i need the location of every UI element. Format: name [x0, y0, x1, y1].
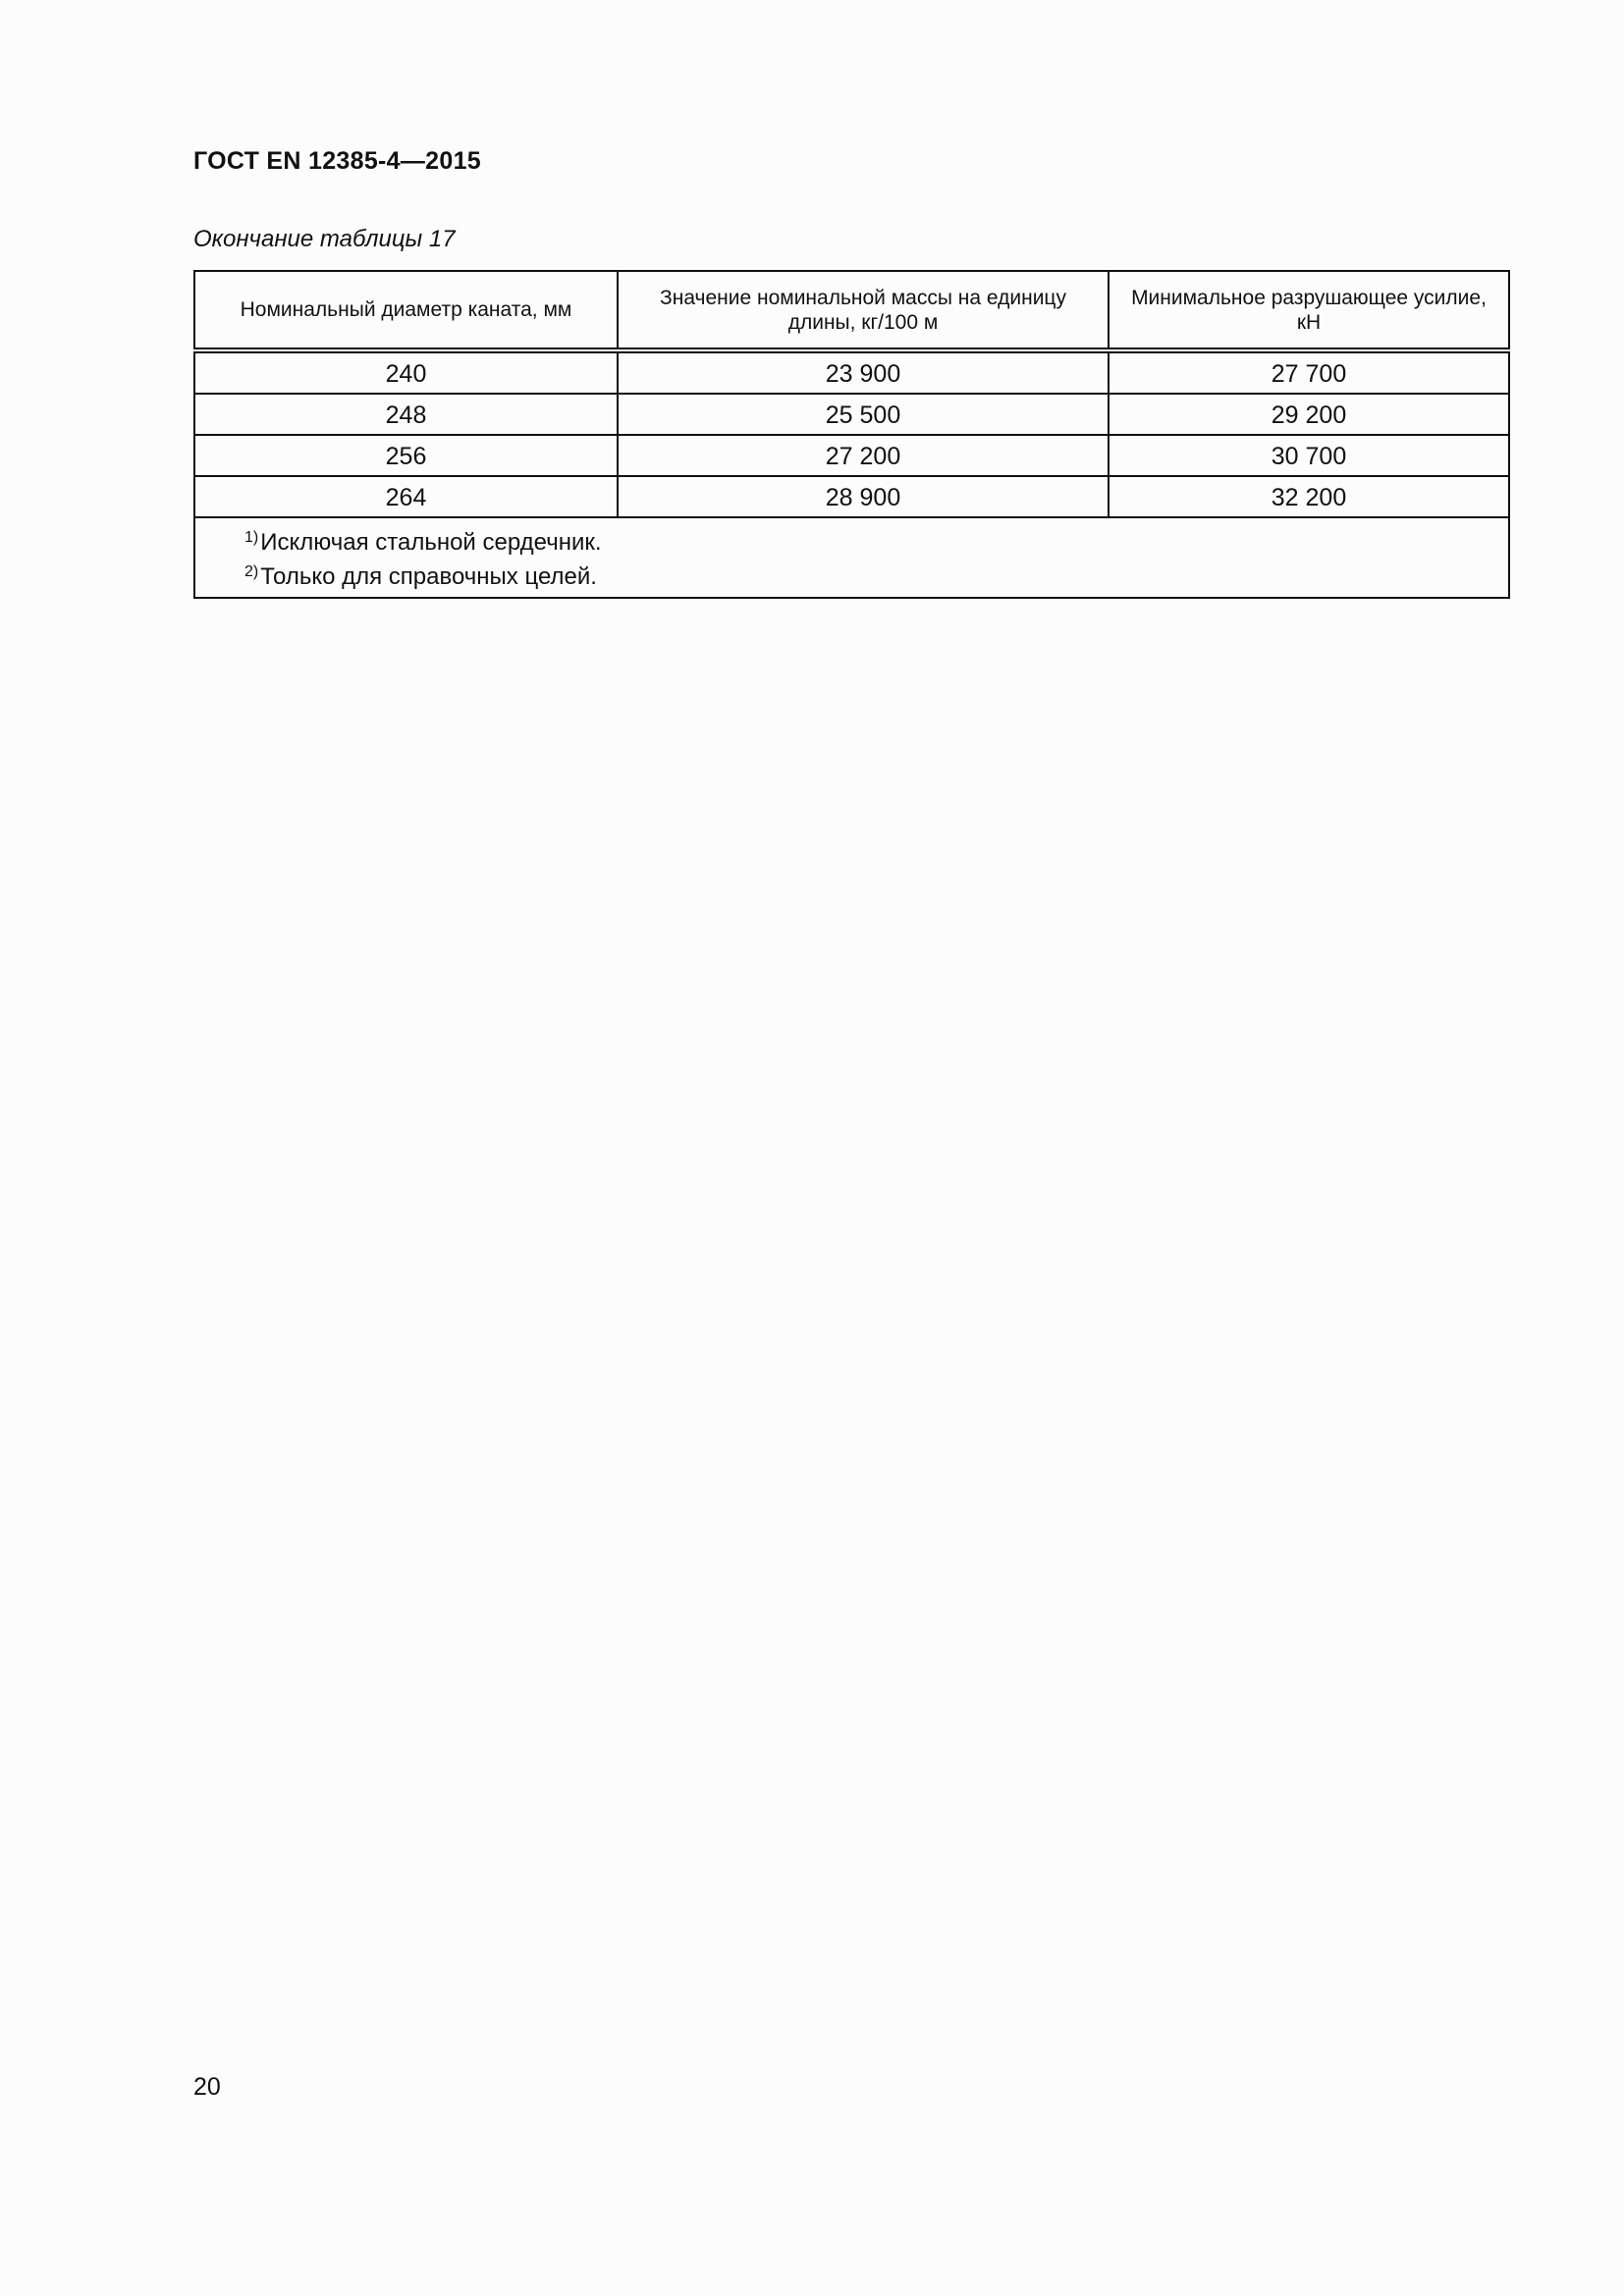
table-row — [194, 476, 1509, 517]
column-header-mass: Значение номинальной массы на единицу длины, кг/100 м — [618, 271, 1109, 350]
cell-mass: 23 900 — [618, 350, 1109, 394]
footnote-mark: 1) — [244, 529, 259, 546]
cell-diameter: 240 — [194, 350, 618, 394]
data-table — [193, 270, 1510, 599]
table-row — [194, 394, 1509, 435]
column-header-diameter: Номинальный диаметр каната, мм — [194, 271, 618, 350]
page-number: 20 — [193, 2073, 221, 2101]
table-footnotes-row — [194, 517, 1509, 598]
footnote-2 — [244, 558, 1496, 592]
cell-mass: 28 900 — [618, 476, 1109, 517]
cell-breaking-force: 29 200 — [1109, 394, 1509, 435]
cell-mass: 27 200 — [618, 435, 1109, 476]
footnote-text: Исключая стальной сердечник. — [260, 529, 602, 556]
table-caption: Окончание таблицы 17 — [193, 226, 456, 252]
cell-mass: 25 500 — [618, 394, 1109, 435]
cell-diameter: 256 — [194, 435, 618, 476]
footnote-1 — [244, 523, 1496, 558]
cell-diameter: 248 — [194, 394, 618, 435]
cell-diameter: 264 — [194, 476, 618, 517]
footnote-text: Только для справочных целей. — [260, 563, 597, 590]
table-header-row — [194, 271, 1509, 350]
cell-breaking-force: 27 700 — [1109, 350, 1509, 394]
column-header-breaking-force: Минимальное разрушающее усилие, кН — [1109, 271, 1509, 350]
footnote-mark: 2) — [244, 563, 259, 580]
cell-breaking-force: 30 700 — [1109, 435, 1509, 476]
document-header: ГОСТ EN 12385-4—2015 — [193, 147, 481, 175]
cell-breaking-force: 32 200 — [1109, 476, 1509, 517]
table-footnotes — [194, 517, 1509, 598]
table-row — [194, 435, 1509, 476]
table-row — [194, 350, 1509, 394]
